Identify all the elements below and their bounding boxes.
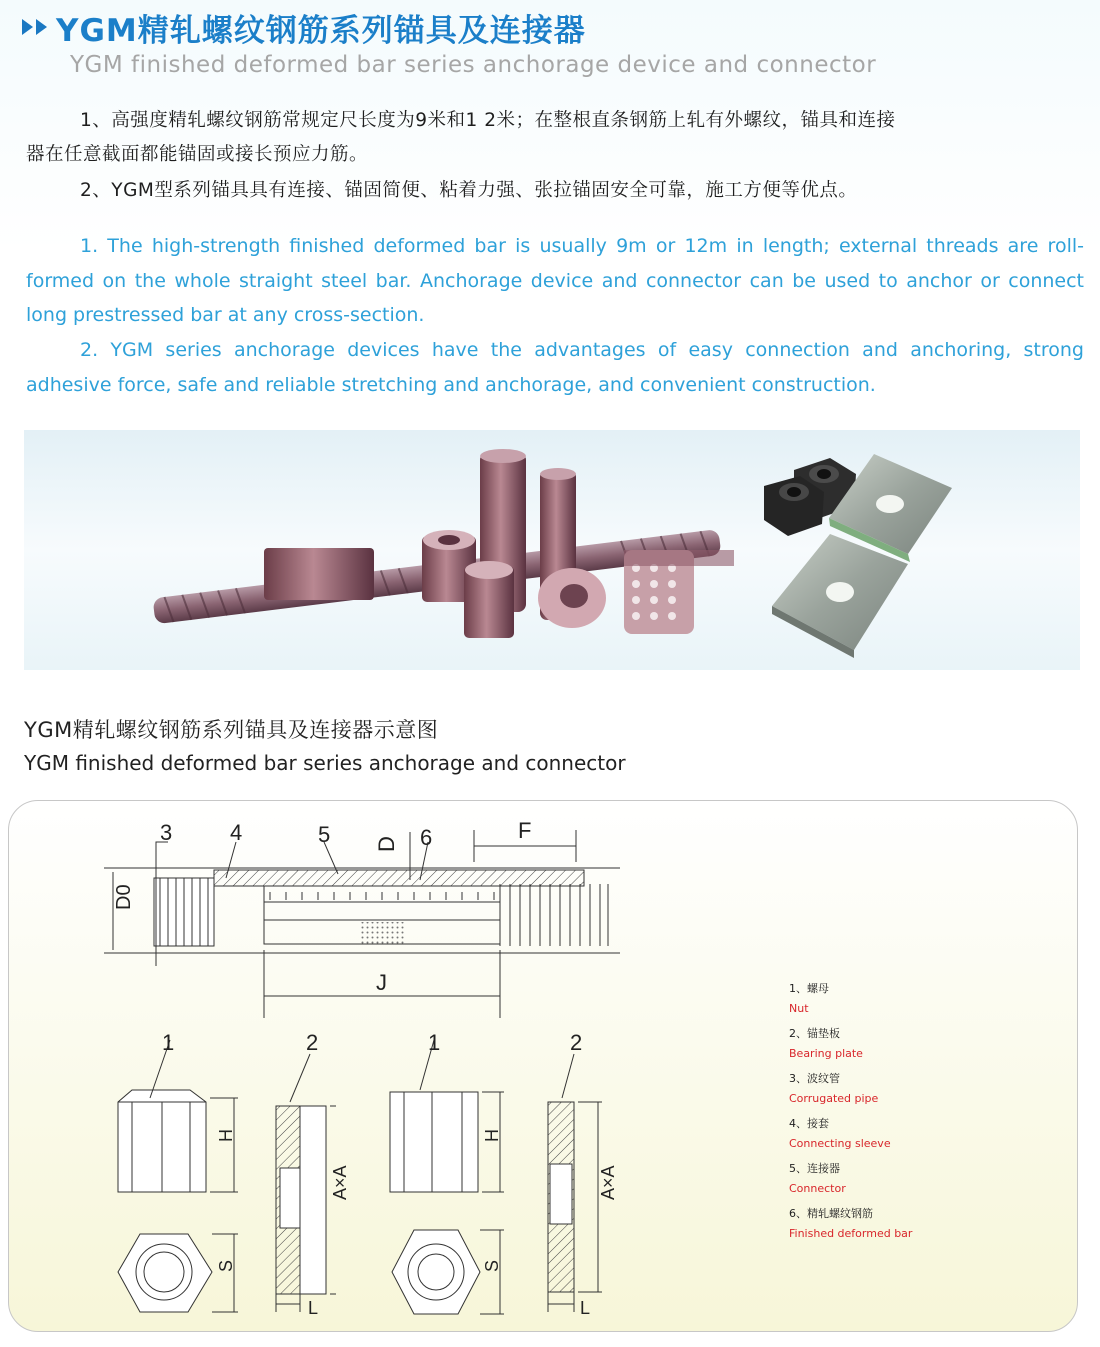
legend-item-en: Bearing plate bbox=[789, 1047, 863, 1060]
legend-item-cn: 2、锚垫板 bbox=[789, 1027, 840, 1040]
label-axa-right: A×A bbox=[598, 1165, 618, 1200]
callout-f: F bbox=[518, 818, 532, 843]
label-s-right: S bbox=[482, 1259, 502, 1272]
legend-item-en: Nut bbox=[789, 1002, 809, 1015]
label-j: J bbox=[376, 970, 387, 995]
label-s-left: S bbox=[216, 1259, 236, 1272]
label-l-left: L bbox=[308, 1298, 319, 1318]
legend-item-cn: 5、连接器 bbox=[789, 1162, 840, 1175]
intro-cn-p1-line2: 器在任意截面都能锚固或接长预应力筋。 bbox=[26, 144, 369, 165]
legend-item-cn: 3、波纹管 bbox=[789, 1072, 840, 1085]
legend-item-cn: 6、精轧螺纹钢筋 bbox=[789, 1207, 873, 1220]
section-title-cn: YGM精轧螺纹钢筋系列锚具及连接器示意图 bbox=[24, 718, 439, 742]
legend-item-en: Connecting sleeve bbox=[789, 1137, 891, 1150]
callout-6: 6 bbox=[420, 825, 433, 850]
number-1-left: 1 bbox=[162, 1030, 175, 1055]
label-axa-left: A×A bbox=[330, 1165, 350, 1200]
label-h-right: H bbox=[482, 1129, 502, 1142]
label-h-left: H bbox=[216, 1129, 236, 1142]
callout-d: D bbox=[374, 836, 399, 852]
legend-item-en: Finished deformed bar bbox=[789, 1227, 913, 1240]
label-l-right: L bbox=[580, 1298, 591, 1318]
intro-cn-p1-line1: 1、高强度精轧螺纹钢筋常规定尺长度为9米和1 2米；在整根直条钢筋上轧有外螺纹，锚具和连接 bbox=[80, 110, 896, 131]
parts-legend bbox=[789, 978, 912, 1248]
intro-en-p2-text: 2. YGM series anchorage devices have the advantages of easy connection and anchoring, strong adhesive force, safe and reliable stretching and anchorage, and convenient construction. bbox=[26, 339, 1084, 396]
legend-item-cn: 4、接套 bbox=[789, 1117, 829, 1130]
legend-item-en: Connector bbox=[789, 1182, 846, 1195]
title-english: YGM finished deformed bar series anchorage device and connector bbox=[70, 52, 877, 78]
legend-item-cn: 1、螺母 bbox=[789, 982, 829, 995]
legend-item-en: Corrugated pipe bbox=[789, 1092, 879, 1105]
callout-5: 5 bbox=[318, 822, 331, 847]
intro-en-p1-text: 1. The high-strength finished deformed bar is usually 9m or 12m in length; external threads are roll-formed on the whole straight steel bar. Anchorage device and connector can be used to anchor or connect long prestressed bar at any cross-section. bbox=[26, 235, 1084, 326]
section-title-en: YGM finished deformed bar series anchorage and connector bbox=[24, 751, 626, 775]
title-chinese: YGM精轧螺纹钢筋系列锚具及连接器 bbox=[56, 12, 586, 49]
callout-3: 3 bbox=[160, 820, 173, 845]
connector-assembly-drawing bbox=[104, 830, 620, 1018]
number-2-right: 2 bbox=[570, 1030, 583, 1055]
intro-cn-p2-text: 2、YGM型系列锚具具有连接、锚固简便、粘着力强、张拉锚固安全可靠，施工方便等优点。 bbox=[80, 180, 858, 201]
part-drawings bbox=[118, 1040, 602, 1314]
number-2-left: 2 bbox=[306, 1030, 319, 1055]
label-d0: D0 bbox=[113, 884, 135, 910]
callout-4: 4 bbox=[230, 820, 243, 845]
number-1-right: 1 bbox=[428, 1030, 441, 1055]
